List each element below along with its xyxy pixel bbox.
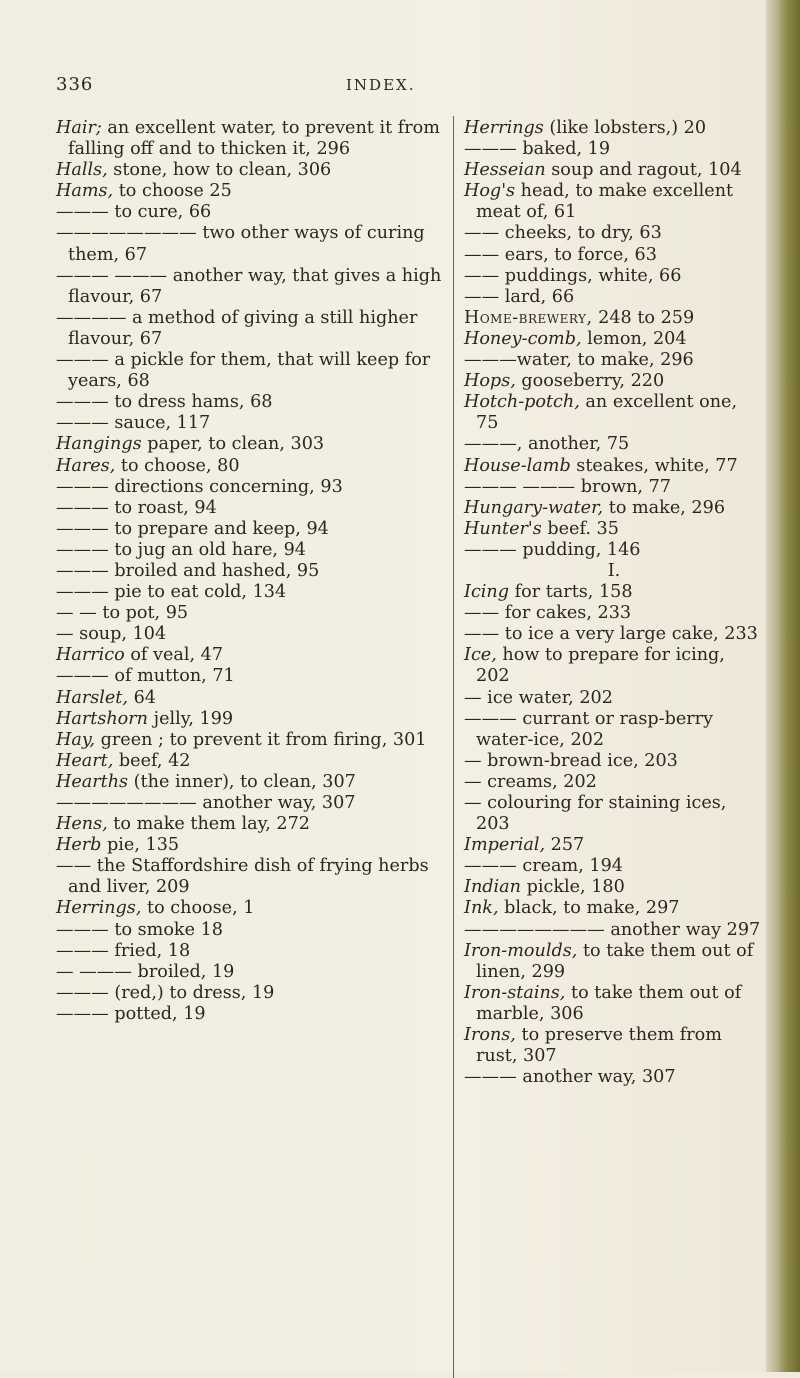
index-entry [464,540,764,561]
index-entry [464,709,764,751]
index-entry [464,308,764,329]
entry-keyword: Hungary-water, [464,497,604,518]
running-head: INDEX. [346,76,416,94]
entry-text: to take them out of linen, 299 [476,940,754,982]
entry-keyword: Herrings [464,118,544,138]
index-column-left [56,118,444,1025]
entry-text: an excellent water, to prevent it from falling off and to thicken it, 296 [68,118,440,160]
entry-text: —— the Staffordshire dish of frying herbs and liver, 209 [56,856,429,898]
entry-keyword: Herrings, [56,898,142,919]
index-entry [56,730,444,751]
entry-keyword: Hair; [56,118,102,138]
entry-text: — ice water, 202 [464,687,613,708]
index-entry [464,877,764,898]
index-entry [464,434,764,455]
entry-keyword: Hens, [56,814,108,835]
entry-text: ——— to prepare and keep, 94 [56,518,329,539]
entry-keyword: Ink, [464,898,499,919]
index-entry [56,793,444,814]
index-entry [56,941,444,962]
index-entry [464,392,764,434]
entry-text: beef. 35 [541,518,619,539]
entry-text: ———————— another way, 307 [56,793,356,813]
index-entry [56,350,444,392]
index-entry [56,308,444,350]
index-entry [464,350,764,371]
page-number: 336 [56,74,94,95]
entry-text: —— puddings, white, 66 [464,265,682,286]
entry-text: —— cheeks, to dry, 63 [464,223,662,244]
entry-text: lemon, 204 [581,328,687,349]
entry-keyword: Harrico [56,645,125,666]
index-entry [56,266,444,308]
index-entry [464,793,764,835]
index-entry [464,941,764,983]
entry-text: paper, to clean, 303 [141,434,325,455]
entry-keyword: Icing [464,582,510,603]
index-entry [464,772,764,793]
index-entry [464,456,764,477]
entry-keyword: Heart, [56,750,114,771]
entry-keyword: Hares, [56,455,116,476]
entry-text: ——— to roast, 94 [56,497,217,518]
entry-keyword: Iron-moulds, [464,940,578,961]
entry-text: ——— sauce, 117 [56,413,211,434]
entry-text: stone, how to clean, 306 [107,160,332,181]
entry-text: to make, 296 [603,497,726,518]
entry-text: ——— ——— brown, 77 [464,476,671,497]
entry-text: — creams, 202 [464,771,597,792]
index-entry [464,983,764,1025]
index-entry [56,582,444,603]
index-entry [56,983,444,1004]
index-entry [464,751,764,772]
index-entry [56,920,444,941]
index-entry [56,434,444,455]
entry-keyword: Irons, [464,1025,516,1046]
index-entry [56,645,444,666]
entry-text: ——— broiled and hashed, 95 [56,560,320,581]
entry-text: ———water, to make, 296 [464,350,694,371]
entry-keyword: Hunter's [464,518,542,539]
index-entry [56,498,444,519]
entry-text: to choose, 80 [115,455,240,476]
index-entry [56,962,444,983]
entry-text: —— for cakes, 233 [464,603,632,624]
entry-keyword: Imperial, [464,835,546,856]
entry-keyword: Hay, [56,729,96,750]
index-entry [56,772,444,793]
entry-text: — ——— broiled, 19 [56,961,235,982]
index-entry [56,751,444,772]
entry-text: — soup, 104 [56,624,167,645]
entry-text: ——— to cure, 66 [56,202,212,223]
entry-text: beef, 42 [113,750,191,771]
index-letter-heading: I. [607,560,621,581]
entry-text: ——— fried, 18 [56,940,191,961]
entry-keyword: Hesseian [464,160,546,181]
index-entry [464,160,764,181]
entry-keyword: Honey-comb, [464,328,582,349]
entry-text: 248 to 259 [592,307,695,328]
entry-text: to take them out of marble, 306 [476,982,742,1024]
entry-keyword: Ice, [464,645,497,666]
entry-keyword: Hartshorn [56,708,149,729]
index-entry [56,898,444,919]
index-entry [56,1004,444,1025]
entry-text: ———— a method of giving a still higher flavour, 67 [56,307,418,349]
index-entry [56,519,444,540]
entry-text: ——— currant or rasp-berry water-ice, 202 [464,708,714,750]
column-divider [453,116,454,1378]
entry-text: ———————— another way 297 [464,919,761,940]
index-entry [464,181,764,223]
entry-text: —— ears, to force, 63 [464,244,657,265]
page-header [56,74,756,104]
index-entry [464,582,764,603]
entry-text: —— to ice a very large cake, 233 [464,624,758,645]
index-entry [464,645,764,687]
entry-text: ——— another way, 307 [464,1067,676,1088]
index-entry [56,603,444,624]
entry-text: soup and ragout, 104 [545,160,742,181]
entry-text: gooseberry, 220 [515,371,665,392]
entry-text: pickle, 180 [521,877,625,898]
entry-text: ——— ——— another way, that gives a high flavour, 67 [56,265,442,307]
entry-text: ——— pie to eat cold, 134 [56,582,287,603]
entry-text: ——— of mutton, 71 [56,666,235,687]
entry-keyword: Hotch-potch, [464,392,580,413]
entry-text: of veal, 47 [124,645,224,666]
index-entry [56,856,444,898]
index-entry [464,139,764,160]
entry-keyword: Home-brewery, [464,307,593,328]
index-entry [464,118,764,139]
entry-text: ——— to dress hams, 68 [56,392,273,413]
index-entry [464,898,764,919]
entry-keyword: Halls, [56,160,108,181]
entry-text: — brown-bread ice, 203 [464,750,678,771]
index-entry [464,835,764,856]
entry-keyword: Hangings [56,434,142,455]
index-entry [56,392,444,413]
entry-keyword: Harslet, [56,687,128,708]
entry-keyword: Indian [464,877,521,898]
entry-text: an excellent one, 75 [476,392,738,434]
index-entry [56,181,444,202]
entry-text: ——— to jug an old hare, 94 [56,539,306,560]
entry-text: green ; to prevent it from firing, 301 [95,729,427,750]
entry-keyword: Iron-stains, [464,982,566,1003]
entry-text: black, to make, 297 [498,898,680,919]
index-column-right [464,118,764,1088]
entry-text: to make them lay, 272 [107,814,310,835]
index-entry [56,477,444,498]
entry-text: jelly, 199 [148,708,234,729]
index-entry [56,666,444,687]
index-entry [464,920,764,941]
entry-text: ——— directions concerning, 93 [56,476,343,497]
entry-keyword: Hog's [464,181,516,202]
entry-text: ———, another, 75 [464,434,630,455]
index-entry [464,245,764,266]
index-entry [464,1067,764,1088]
index-entry [56,835,444,856]
entry-text: ———————— two other ways of curing them, 67 [56,223,425,265]
index-entry [464,624,764,645]
entry-keyword: Hops, [464,371,516,392]
index-entry [56,709,444,730]
entry-text: pie, 135 [101,835,180,856]
entry-text: — colouring for staining ices, 203 [464,793,727,835]
index-entry [56,814,444,835]
book-spine-edge [766,0,800,1372]
index-entry [464,688,764,709]
entry-keyword: Hearths [56,771,129,792]
entry-keyword: Hams, [56,181,114,202]
index-entry [464,266,764,287]
entry-text: 64 [127,687,156,708]
index-entry [56,540,444,561]
entry-text: ——— baked, 19 [464,139,611,160]
entry-text: ——— a pickle for them, that will keep for years, 68 [56,350,431,392]
entry-text: steakes, white, 77 [570,455,738,476]
index-entry [464,856,764,877]
index-entry [56,561,444,582]
index-entry [56,413,444,434]
entry-text: to choose 25 [113,181,232,202]
index-entry [56,118,444,160]
index-entry [464,329,764,350]
index-entry [56,160,444,181]
entry-text: ——— cream, 194 [464,856,623,877]
index-entry [56,202,444,223]
index-entry [464,477,764,498]
entry-text: —— lard, 66 [464,286,575,307]
index-entry [464,1025,764,1067]
index-entry [56,624,444,645]
entry-text: to choose, 1 [141,898,255,919]
entry-keyword: House-lamb [464,455,571,476]
entry-text: head, to make excellent meat of, 61 [476,181,734,223]
index-entry [464,287,764,308]
entry-text: ——— potted, 19 [56,1003,206,1024]
index-entry [464,498,764,519]
entry-text: 257 [545,835,585,856]
entry-text: ——— pudding, 146 [464,539,641,560]
entry-text: (the inner), to clean, 307 [128,771,356,792]
entry-keyword: Herb [56,835,102,856]
index-entry [464,223,764,244]
entry-text: for tarts, 158 [509,582,633,603]
index-entry [464,519,764,540]
index-entry [56,223,444,265]
entry-text: ——— (red,) to dress, 19 [56,982,275,1003]
entry-text: to preserve them from rust, 307 [476,1025,722,1067]
entry-text: ——— to smoke 18 [56,919,223,940]
entry-text: — — to pot, 95 [56,603,189,624]
index-entry [464,603,764,624]
entry-text: (like lobsters,) 20 [543,118,707,138]
index-entry [56,456,444,477]
index-entry [56,688,444,709]
entry-text: how to prepare for icing, 202 [476,645,725,687]
index-entry [464,371,764,392]
